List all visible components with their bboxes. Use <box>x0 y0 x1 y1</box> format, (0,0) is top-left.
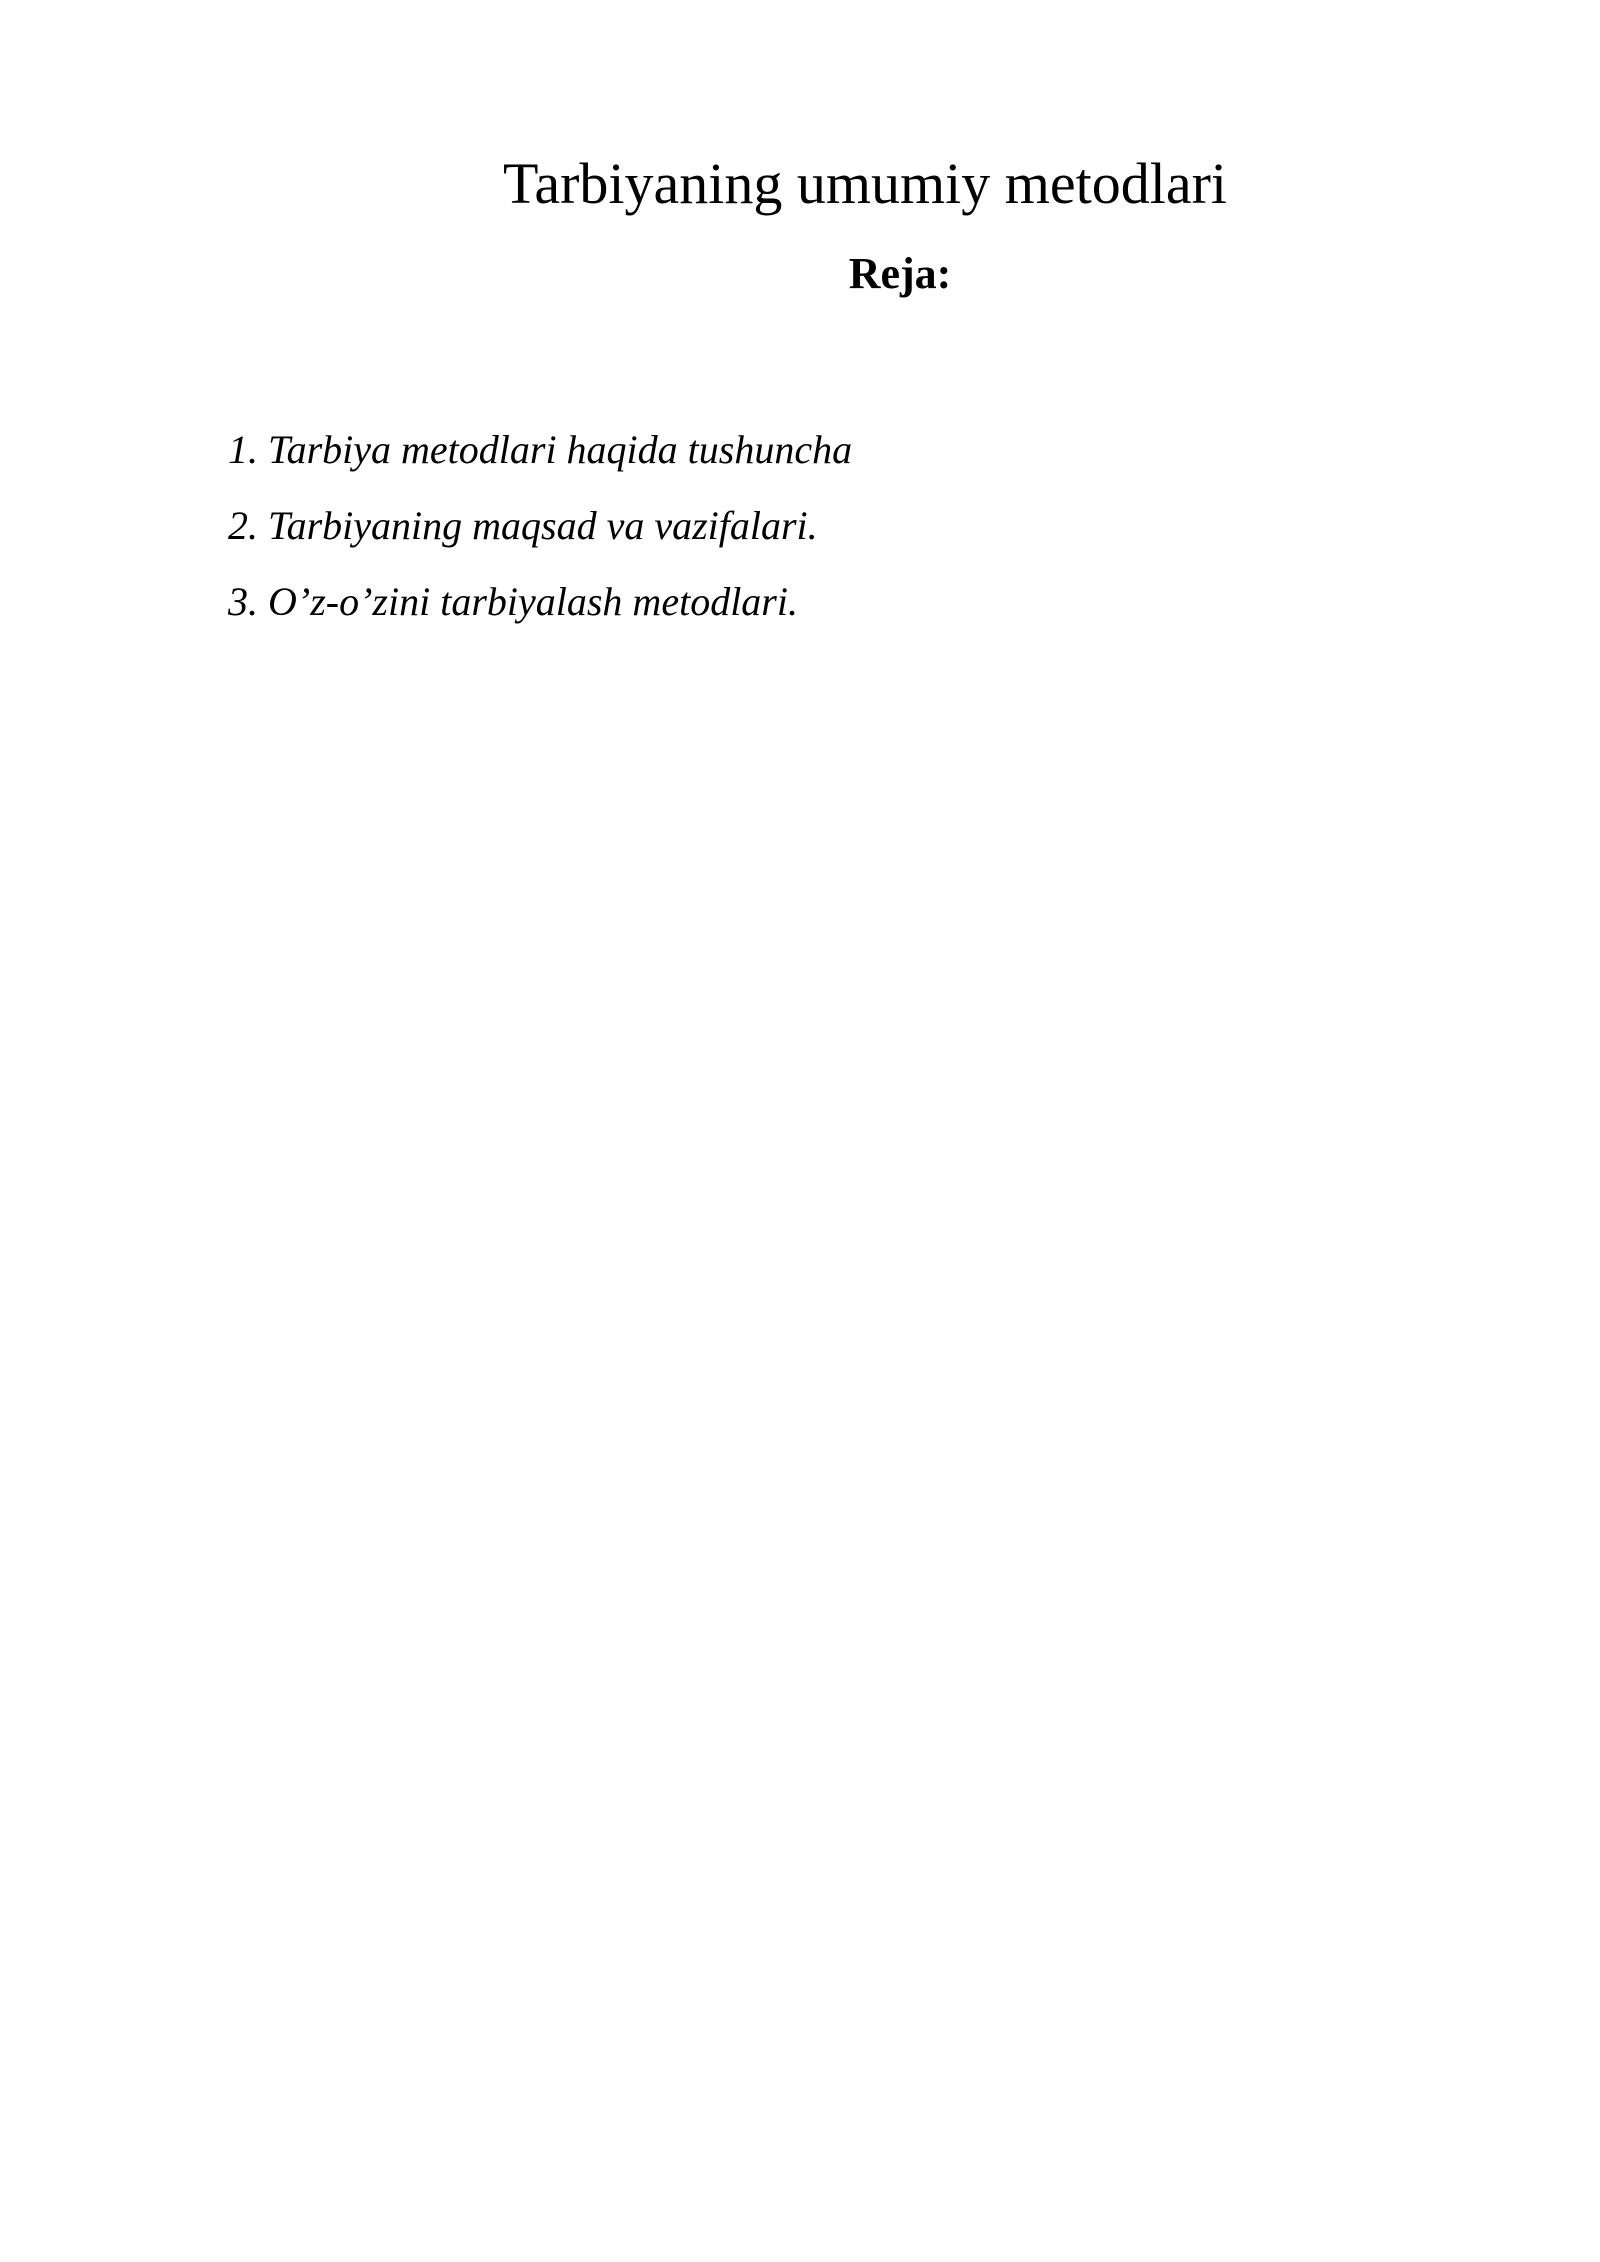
plan-item-number: 1. <box>228 427 258 472</box>
plan-item <box>228 488 852 564</box>
plan-heading: Reja: <box>848 249 952 298</box>
document-title: Tarbiyaning umumiy metodlari <box>502 151 1227 216</box>
plan-list <box>228 412 852 640</box>
plan-item-text: Tarbiyaning maqsad va vazifalari. <box>268 503 818 548</box>
plan-item-number: 2. <box>228 503 258 548</box>
plan-item-text: O’z-o’zini tarbiyalash metodlari. <box>268 579 798 624</box>
plan-item <box>228 412 852 488</box>
plan-item <box>228 564 852 640</box>
plan-item-number: 3. <box>228 579 258 624</box>
plan-item-text: Tarbiya metodlari haqida tushuncha <box>268 427 853 472</box>
